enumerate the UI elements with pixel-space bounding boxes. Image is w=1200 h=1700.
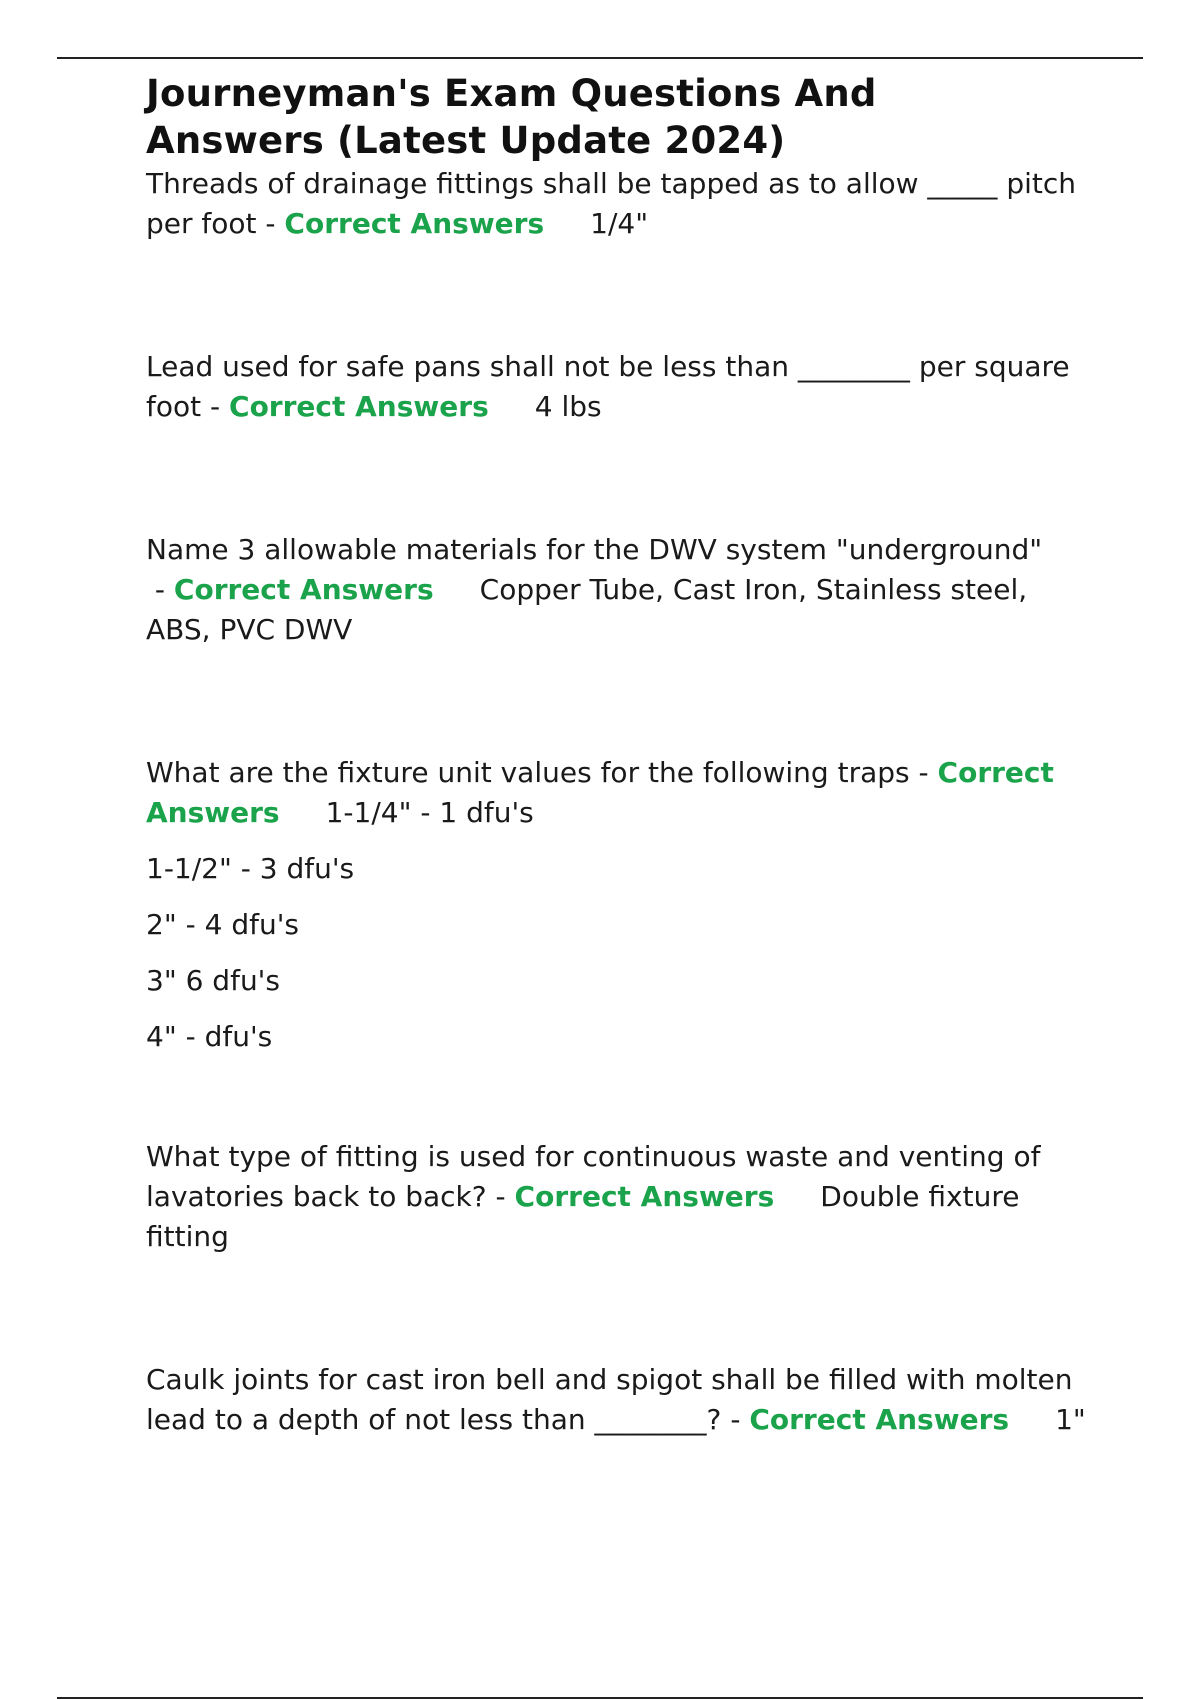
correct-answers-label: Correct Answers (229, 390, 489, 423)
title-line-1: Journeyman's Exam Questions And (146, 72, 877, 115)
answer-text: Copper Tube, Cast Iron, Stainless steel, ABS, PVC DWV (146, 573, 1028, 646)
correct-answers-label: Correct Answers (749, 1403, 1010, 1436)
question-text: What type of fitting is used for continuous waste and venting of lavatories back to back? (146, 1140, 1041, 1213)
qa-item-5: What type of fitting is used for continuous waste and venting of lavatories back to back? - Correct Answers Double fixture fitting (146, 1140, 1041, 1253)
qa-item-6: Caulk joints for cast iron bell and spigot shall be filled with molten lead to a depth of not less than ________? - Correct Answers 1" (146, 1363, 1086, 1436)
trap-value-line: 2" - 4 dfu's (146, 908, 299, 941)
question-text: What are the fixture unit values for the following traps (146, 756, 910, 789)
answer-text: 1" (1055, 1403, 1086, 1436)
top-rule (57, 57, 1143, 59)
correct-answers-label: Correct Answers (514, 1180, 775, 1213)
question-text: Name 3 allowable materials for the DWV system "underground" (146, 533, 1043, 566)
correct-answers-label: Correct Answers (146, 756, 1054, 829)
correct-answers-label: Correct Answers (284, 207, 545, 240)
answer-text: 1/4" (590, 207, 649, 240)
trap-value-line: 4" - dfu's (146, 1020, 273, 1053)
bottom-rule (57, 1697, 1143, 1699)
question-text: Caulk joints for cast iron bell and spigot shall be filled with molten lead to a depth of not less than ________? (146, 1363, 1073, 1436)
correct-answers-label: Correct Answers (173, 573, 434, 606)
trap-value-line: 3" 6 dfu's (146, 964, 280, 997)
answer-text: 4 lbs (534, 390, 602, 423)
document-body (146, 70, 1086, 1440)
title-line-2: Answers (Latest Update 2024) (146, 119, 786, 162)
qa-item-4: What are the fixture unit values for the following traps - Correct Answers 1-1/4" - 1 dfu's (146, 756, 1054, 829)
answer-text: Double fixture fitting (146, 1180, 1020, 1253)
qa-item-2: Lead used for safe pans shall not be less than ________ per square foot - Correct Answers 4 lbs (146, 350, 1070, 423)
question-text: Lead used for safe pans shall not be less than ________ per square foot (146, 350, 1070, 423)
document-title (146, 70, 1086, 164)
qa-item-3: Name 3 allowable materials for the DWV system "underground" - Correct Answers Copper Tube, Cast Iron, Stainless steel, ABS, PVC DWV (146, 533, 1043, 646)
trap-value-line: 1-1/2" - 3 dfu's (146, 852, 355, 885)
answer-text: 1-1/4" - 1 dfu's (325, 796, 534, 829)
qa-item-1: Threads of drainage fittings shall be tapped as to allow _____ pitch per foot - Correct Answers 1/4" (146, 167, 1077, 240)
question-text: Threads of drainage fittings shall be tapped as to allow _____ pitch per foot (146, 167, 1077, 240)
